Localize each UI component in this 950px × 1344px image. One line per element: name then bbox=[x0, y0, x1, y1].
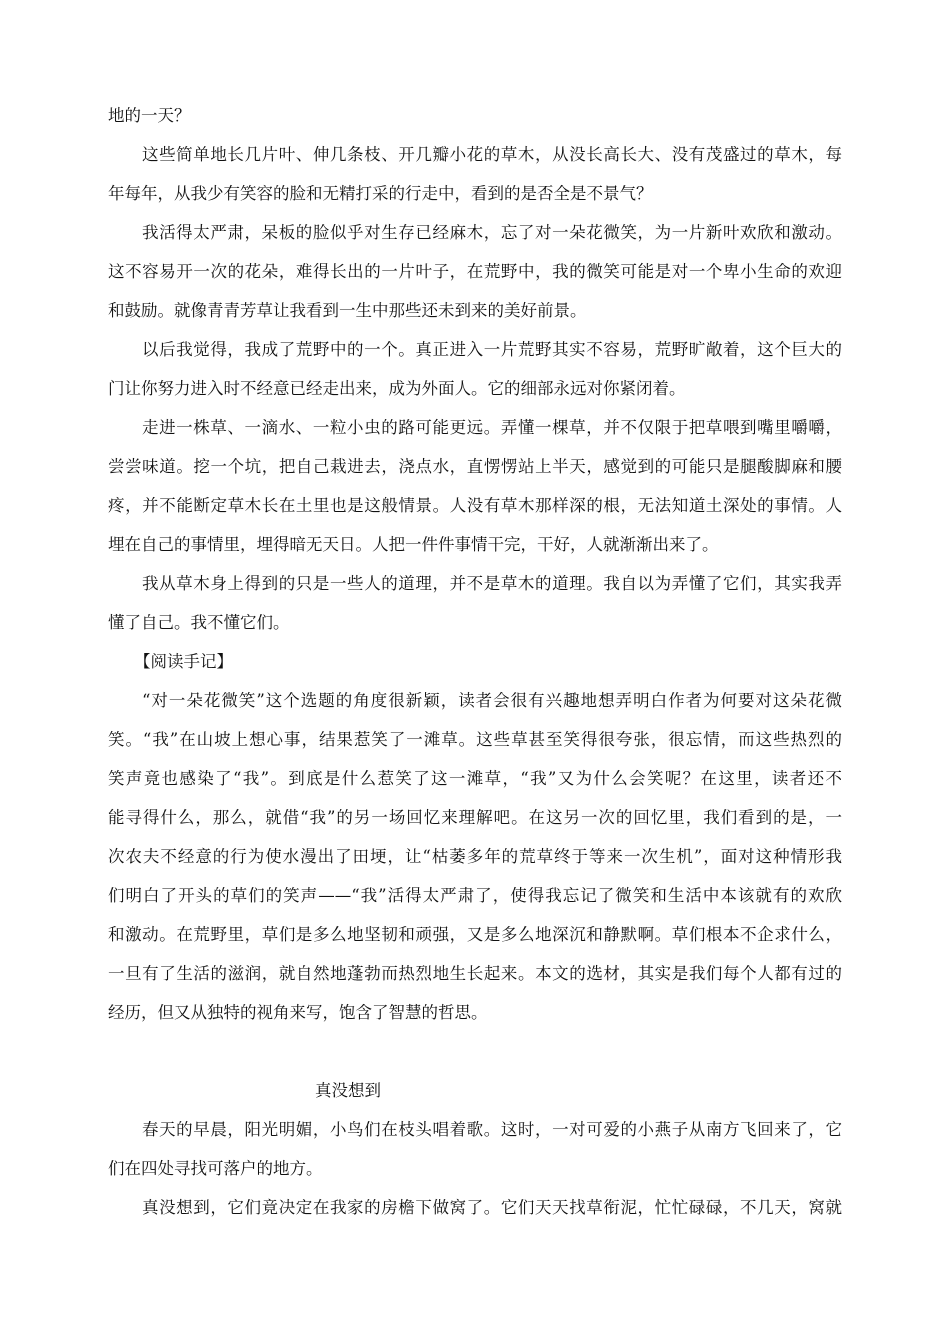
paragraph-line: 懂了自己。我不懂它们。 bbox=[108, 613, 290, 632]
essay-title: 真没想到 bbox=[315, 1081, 381, 1100]
reading-notes-heading: 【阅读手记】 bbox=[134, 652, 233, 671]
paragraph-line: 能寻得什么，那么，就借“我”的另一场回忆来理解吧。在这另一次的回忆里，我们看到的是，一 bbox=[108, 808, 842, 827]
paragraph-line: 笑。“我”在山坡上想心事，结果惹笑了一滩草。这些草甚至笑得很夸张，很忘情，而这些热烈的 bbox=[108, 730, 842, 749]
paragraph-line: 这不容易开一次的花朵，难得长出的一片叶子，在荒野中，我的微笑可能是对一个卑小生命的欢迎 bbox=[108, 262, 842, 281]
paragraph-line: “对一朵花微笑”这个选题的角度很新颖，读者会很有兴趣地想弄明白作者为何要对这朵花微 bbox=[142, 691, 842, 710]
paragraph-line: 春天的早晨，阳光明媚，小鸟们在枝头唱着歌。这时，一对可爱的小燕子从南方飞回来了，它 bbox=[142, 1120, 842, 1139]
paragraph-line: 这些简单地长几片叶、伸几条枝、开几瓣小花的草木，从没长高长大、没有茂盛过的草木，每 bbox=[142, 145, 842, 164]
paragraph-line: 我活得太严肃，呆板的脸似乎对生存已经麻木，忘了对一朵花微笑，为一片新叶欢欣和激动。 bbox=[142, 223, 842, 242]
paragraph-line: 和鼓励。就像青青芳草让我看到一生中那些还未到来的美好前景。 bbox=[108, 301, 587, 320]
paragraph-line: 我从草木身上得到的只是一些人的道理，并不是草木的道理。我自以为弄懂了它们，其实我弄 bbox=[142, 574, 842, 593]
paragraph-line: 疼，并不能断定草木长在土里也是这般情景。人没有草木那样深的根，无法知道土深处的事情。人 bbox=[108, 496, 842, 515]
document-page bbox=[108, 96, 842, 1227]
paragraph-line: 地的一天？ bbox=[108, 106, 191, 125]
paragraph-line: 一旦有了生活的滋润，就自然地蓬勃而热烈地生长起来。本文的选材，其实是我们每个人都有过的 bbox=[108, 964, 842, 983]
paragraph-line: 以后我觉得，我成了荒野中的一个。真正进入一片荒野其实不容易，荒野旷敞着，这个巨大的 bbox=[142, 340, 842, 359]
paragraph-line: 年每年，从我少有笑容的脸和无精打采的行走中，看到的是否全是不景气？ bbox=[108, 184, 653, 203]
paragraph-line: 们在四处寻找可落户的地方。 bbox=[108, 1159, 323, 1178]
paragraph-line: 真没想到，它们竟决定在我家的房檐下做窝了。它们天天找草衔泥，忙忙碌碌，不几天，窝就 bbox=[142, 1198, 842, 1217]
paragraph-line: 次农夫不经意的行为使水漫出了田埂，让“枯萎多年的荒草终于等来一次生机”，面对这种情形我 bbox=[108, 847, 842, 866]
paragraph-line: 笑声竟也感染了“我”。到底是什么惹笑了这一滩草，“我”又为什么会笑呢？在这里，读者还不 bbox=[108, 769, 842, 788]
paragraph-line: 经历，但又从独特的视角来写，饱含了智慧的哲思。 bbox=[108, 1003, 488, 1022]
paragraph-line: 和激动。在荒野里，草们是多么地坚韧和顽强，又是多么地深沉和静默啊。草们根本不企求什么， bbox=[108, 925, 842, 944]
paragraph-line: 埋在自己的事情里，埋得暗无天日。人把一件件事情干完，干好，人就渐渐出来了。 bbox=[108, 535, 719, 554]
paragraph-line: 们明白了开头的草们的笑声——“我”活得太严肃了，使得我忘记了微笑和生活中本该就有的欢欣 bbox=[108, 886, 842, 905]
paragraph-line: 走进一株草、一滴水、一粒小虫的路可能更远。弄懂一棵草，并不仅限于把草喂到嘴里嚼嚼， bbox=[142, 418, 842, 437]
section-gap bbox=[108, 1032, 842, 1071]
paragraph-line: 尝尝味道。挖一个坑，把自己栽进去，浇点水，直愣愣站上半天，感觉到的可能只是腿酸脚麻和腰 bbox=[108, 457, 842, 476]
paragraph-line: 门让你努力进入时不经意已经走出来，成为外面人。它的细部永远对你紧闭着。 bbox=[108, 379, 686, 398]
